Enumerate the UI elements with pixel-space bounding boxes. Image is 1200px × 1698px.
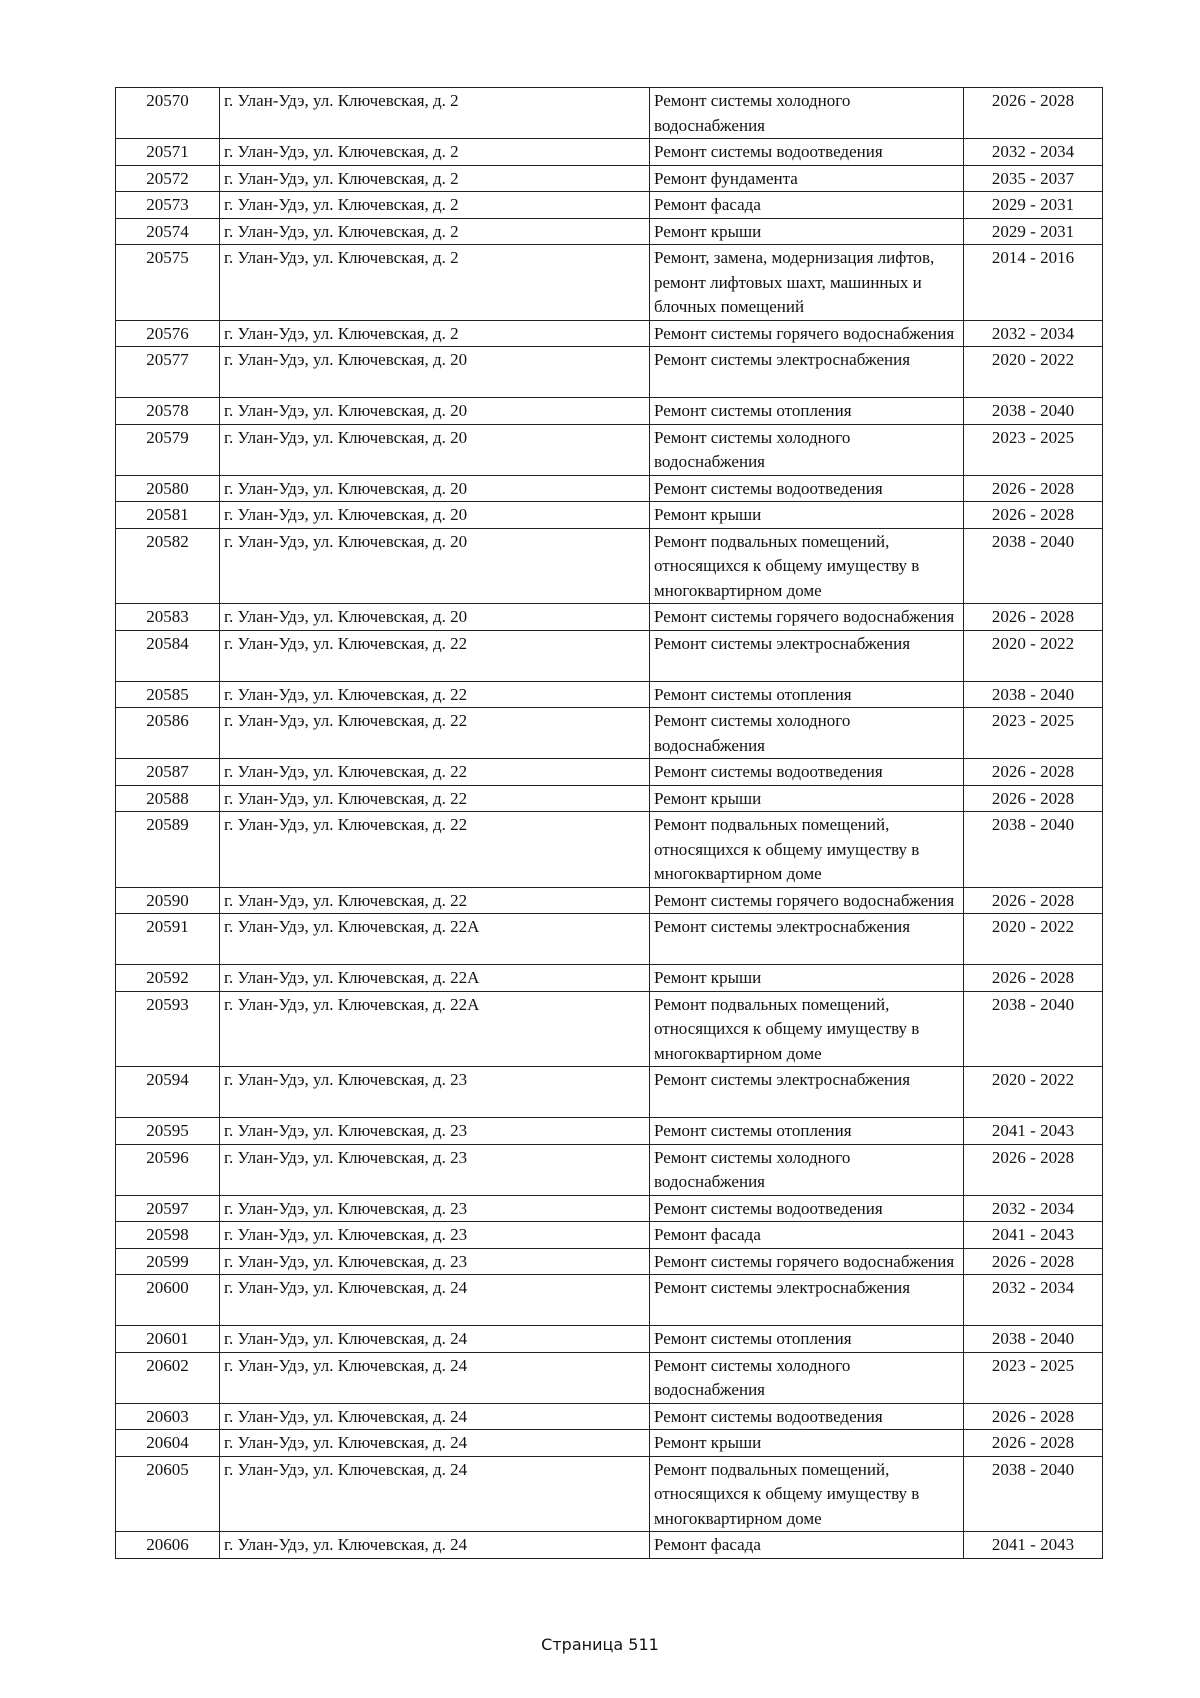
row-address: г. Улан-Удэ, ул. Ключевская, д. 2 <box>220 192 650 219</box>
row-period: 2026 - 2028 <box>964 502 1103 529</box>
row-number: 20586 <box>116 708 220 759</box>
row-work-type: Ремонт системы электроснабжения <box>650 630 964 681</box>
table-row <box>116 1067 1103 1118</box>
row-number: 20605 <box>116 1456 220 1532</box>
row-address: г. Улан-Удэ, ул. Ключевская, д. 23 <box>220 1222 650 1249</box>
row-period: 2026 - 2028 <box>964 1144 1103 1195</box>
table-row <box>116 1532 1103 1559</box>
row-work-type: Ремонт крыши <box>650 965 964 992</box>
table-row <box>116 1144 1103 1195</box>
row-period: 2041 - 2043 <box>964 1222 1103 1249</box>
row-address: г. Улан-Удэ, ул. Ключевская, д. 22А <box>220 914 650 965</box>
row-work-type: Ремонт подвальных помещений, относящихся к общему имуществу в многоквартирном доме <box>650 1456 964 1532</box>
table-row <box>116 1326 1103 1353</box>
row-period: 2023 - 2025 <box>964 1352 1103 1403</box>
table-row <box>116 965 1103 992</box>
row-address: г. Улан-Удэ, ул. Ключевская, д. 20 <box>220 398 650 425</box>
row-number: 20595 <box>116 1118 220 1145</box>
row-number: 20594 <box>116 1067 220 1118</box>
table-row <box>116 759 1103 786</box>
table-row <box>116 320 1103 347</box>
row-number: 20602 <box>116 1352 220 1403</box>
table-row <box>116 502 1103 529</box>
row-work-type: Ремонт крыши <box>650 1430 964 1457</box>
row-period: 2026 - 2028 <box>964 1403 1103 1430</box>
row-address: г. Улан-Удэ, ул. Ключевская, д. 20 <box>220 502 650 529</box>
row-address: г. Улан-Удэ, ул. Ключевская, д. 22 <box>220 759 650 786</box>
row-work-type: Ремонт системы холодного водоснабжения <box>650 708 964 759</box>
table-row <box>116 1118 1103 1145</box>
row-period: 2026 - 2028 <box>964 604 1103 631</box>
row-address: г. Улан-Удэ, ул. Ключевская, д. 2 <box>220 88 650 139</box>
row-address: г. Улан-Удэ, ул. Ключевская, д. 22 <box>220 681 650 708</box>
table-row <box>116 1195 1103 1222</box>
row-address: г. Улан-Удэ, ул. Ключевская, д. 22 <box>220 708 650 759</box>
row-work-type: Ремонт системы электроснабжения <box>650 347 964 398</box>
row-number: 20588 <box>116 785 220 812</box>
repair-schedule-table <box>115 87 1103 1559</box>
row-number: 20606 <box>116 1532 220 1559</box>
row-number: 20578 <box>116 398 220 425</box>
row-number: 20579 <box>116 424 220 475</box>
row-work-type: Ремонт крыши <box>650 785 964 812</box>
row-work-type: Ремонт фундамента <box>650 165 964 192</box>
table-row <box>116 424 1103 475</box>
row-period: 2038 - 2040 <box>964 681 1103 708</box>
table-row <box>116 1248 1103 1275</box>
row-number: 20574 <box>116 218 220 245</box>
table-row <box>116 1403 1103 1430</box>
row-period: 2026 - 2028 <box>964 887 1103 914</box>
table-row <box>116 139 1103 166</box>
row-work-type: Ремонт фасада <box>650 1532 964 1559</box>
row-number: 20581 <box>116 502 220 529</box>
row-number: 20577 <box>116 347 220 398</box>
row-work-type: Ремонт системы холодного водоснабжения <box>650 1144 964 1195</box>
row-number: 20580 <box>116 475 220 502</box>
row-address: г. Улан-Удэ, ул. Ключевская, д. 23 <box>220 1195 650 1222</box>
row-address: г. Улан-Удэ, ул. Ключевская, д. 24 <box>220 1403 650 1430</box>
row-work-type: Ремонт системы водоотведения <box>650 475 964 502</box>
row-work-type: Ремонт системы электроснабжения <box>650 1067 964 1118</box>
row-number: 20600 <box>116 1275 220 1326</box>
table-row <box>116 347 1103 398</box>
row-address: г. Улан-Удэ, ул. Ключевская, д. 20 <box>220 528 650 604</box>
table-row <box>116 1275 1103 1326</box>
row-address: г. Улан-Удэ, ул. Ключевская, д. 22 <box>220 785 650 812</box>
row-period: 2026 - 2028 <box>964 1248 1103 1275</box>
row-work-type: Ремонт системы водоотведения <box>650 1195 964 1222</box>
table-row <box>116 218 1103 245</box>
row-work-type: Ремонт системы водоотведения <box>650 759 964 786</box>
row-address: г. Улан-Удэ, ул. Ключевская, д. 20 <box>220 424 650 475</box>
row-period: 2038 - 2040 <box>964 1326 1103 1353</box>
row-address: г. Улан-Удэ, ул. Ключевская, д. 23 <box>220 1067 650 1118</box>
row-number: 20599 <box>116 1248 220 1275</box>
row-address: г. Улан-Удэ, ул. Ключевская, д. 24 <box>220 1532 650 1559</box>
row-work-type: Ремонт подвальных помещений, относящихся к общему имуществу в многоквартирном доме <box>650 528 964 604</box>
row-work-type: Ремонт системы отопления <box>650 1326 964 1353</box>
row-address: г. Улан-Удэ, ул. Ключевская, д. 24 <box>220 1326 650 1353</box>
table-row <box>116 192 1103 219</box>
table-row <box>116 88 1103 139</box>
row-work-type: Ремонт системы горячего водоснабжения <box>650 604 964 631</box>
row-period: 2020 - 2022 <box>964 914 1103 965</box>
row-period: 2038 - 2040 <box>964 991 1103 1067</box>
row-number: 20591 <box>116 914 220 965</box>
table-row <box>116 812 1103 888</box>
row-number: 20589 <box>116 812 220 888</box>
row-address: г. Улан-Удэ, ул. Ключевская, д. 22А <box>220 991 650 1067</box>
row-number: 20604 <box>116 1430 220 1457</box>
row-period: 2023 - 2025 <box>964 708 1103 759</box>
table-row <box>116 708 1103 759</box>
row-period: 2032 - 2034 <box>964 1275 1103 1326</box>
row-address: г. Улан-Удэ, ул. Ключевская, д. 22 <box>220 630 650 681</box>
row-work-type: Ремонт системы водоотведения <box>650 1403 964 1430</box>
row-period: 2020 - 2022 <box>964 630 1103 681</box>
row-address: г. Улан-Удэ, ул. Ключевская, д. 20 <box>220 475 650 502</box>
row-period: 2020 - 2022 <box>964 1067 1103 1118</box>
row-work-type: Ремонт, замена, модернизация лифтов, ремонт лифтовых шахт, машинных и блочных помещений <box>650 245 964 321</box>
row-address: г. Улан-Удэ, ул. Ключевская, д. 24 <box>220 1352 650 1403</box>
table-row <box>116 1352 1103 1403</box>
row-address: г. Улан-Удэ, ул. Ключевская, д. 23 <box>220 1248 650 1275</box>
row-number: 20576 <box>116 320 220 347</box>
row-address: г. Улан-Удэ, ул. Ключевская, д. 2 <box>220 320 650 347</box>
row-number: 20597 <box>116 1195 220 1222</box>
row-number: 20596 <box>116 1144 220 1195</box>
row-number: 20598 <box>116 1222 220 1249</box>
row-address: г. Улан-Удэ, ул. Ключевская, д. 2 <box>220 218 650 245</box>
table-row <box>116 887 1103 914</box>
table-row <box>116 914 1103 965</box>
row-number: 20572 <box>116 165 220 192</box>
row-address: г. Улан-Удэ, ул. Ключевская, д. 24 <box>220 1430 650 1457</box>
row-work-type: Ремонт крыши <box>650 502 964 529</box>
row-period: 2038 - 2040 <box>964 528 1103 604</box>
row-number: 20587 <box>116 759 220 786</box>
row-period: 2026 - 2028 <box>964 88 1103 139</box>
table-row <box>116 1222 1103 1249</box>
row-number: 20570 <box>116 88 220 139</box>
schedule-table-container <box>115 87 1102 1559</box>
row-address: г. Улан-Удэ, ул. Ключевская, д. 23 <box>220 1118 650 1145</box>
row-number: 20590 <box>116 887 220 914</box>
table-body <box>116 88 1103 1559</box>
row-period: 2020 - 2022 <box>964 347 1103 398</box>
table-row <box>116 398 1103 425</box>
row-address: г. Улан-Удэ, ул. Ключевская, д. 20 <box>220 347 650 398</box>
table-row <box>116 604 1103 631</box>
row-address: г. Улан-Удэ, ул. Ключевская, д. 22 <box>220 887 650 914</box>
row-period: 2014 - 2016 <box>964 245 1103 321</box>
row-period: 2032 - 2034 <box>964 1195 1103 1222</box>
row-number: 20603 <box>116 1403 220 1430</box>
row-number: 20601 <box>116 1326 220 1353</box>
row-period: 2026 - 2028 <box>964 759 1103 786</box>
row-work-type: Ремонт системы холодного водоснабжения <box>650 1352 964 1403</box>
row-period: 2035 - 2037 <box>964 165 1103 192</box>
row-address: г. Улан-Удэ, ул. Ключевская, д. 22А <box>220 965 650 992</box>
row-number: 20592 <box>116 965 220 992</box>
row-period: 2038 - 2040 <box>964 812 1103 888</box>
row-period: 2029 - 2031 <box>964 192 1103 219</box>
row-period: 2026 - 2028 <box>964 965 1103 992</box>
table-row <box>116 165 1103 192</box>
table-row <box>116 1430 1103 1457</box>
row-work-type: Ремонт системы отопления <box>650 1118 964 1145</box>
row-number: 20585 <box>116 681 220 708</box>
row-address: г. Улан-Удэ, ул. Ключевская, д. 20 <box>220 604 650 631</box>
row-work-type: Ремонт системы горячего водоснабжения <box>650 320 964 347</box>
row-number: 20583 <box>116 604 220 631</box>
row-address: г. Улан-Удэ, ул. Ключевская, д. 24 <box>220 1275 650 1326</box>
row-work-type: Ремонт системы водоотведения <box>650 139 964 166</box>
row-period: 2026 - 2028 <box>964 475 1103 502</box>
row-work-type: Ремонт подвальных помещений, относящихся к общему имуществу в многоквартирном доме <box>650 812 964 888</box>
table-row <box>116 245 1103 321</box>
row-period: 2041 - 2043 <box>964 1532 1103 1559</box>
row-period: 2038 - 2040 <box>964 398 1103 425</box>
row-period: 2032 - 2034 <box>964 320 1103 347</box>
row-work-type: Ремонт крыши <box>650 218 964 245</box>
row-work-type: Ремонт системы холодного водоснабжения <box>650 88 964 139</box>
row-work-type: Ремонт системы отопления <box>650 398 964 425</box>
row-work-type: Ремонт системы отопления <box>650 681 964 708</box>
row-period: 2032 - 2034 <box>964 139 1103 166</box>
row-work-type: Ремонт системы электроснабжения <box>650 1275 964 1326</box>
row-address: г. Улан-Удэ, ул. Ключевская, д. 23 <box>220 1144 650 1195</box>
row-work-type: Ремонт фасада <box>650 192 964 219</box>
row-period: 2038 - 2040 <box>964 1456 1103 1532</box>
row-period: 2041 - 2043 <box>964 1118 1103 1145</box>
table-row <box>116 1456 1103 1532</box>
row-work-type: Ремонт системы горячего водоснабжения <box>650 887 964 914</box>
row-work-type: Ремонт подвальных помещений, относящихся к общему имуществу в многоквартирном доме <box>650 991 964 1067</box>
row-address: г. Улан-Удэ, ул. Ключевская, д. 2 <box>220 165 650 192</box>
row-period: 2026 - 2028 <box>964 785 1103 812</box>
row-period: 2029 - 2031 <box>964 218 1103 245</box>
row-address: г. Улан-Удэ, ул. Ключевская, д. 24 <box>220 1456 650 1532</box>
row-number: 20593 <box>116 991 220 1067</box>
row-number: 20575 <box>116 245 220 321</box>
table-row <box>116 681 1103 708</box>
page-number: Страница 511 <box>541 1635 659 1654</box>
row-work-type: Ремонт системы горячего водоснабжения <box>650 1248 964 1275</box>
row-address: г. Улан-Удэ, ул. Ключевская, д. 2 <box>220 139 650 166</box>
row-number: 20571 <box>116 139 220 166</box>
table-row <box>116 991 1103 1067</box>
table-row <box>116 528 1103 604</box>
row-work-type: Ремонт системы электроснабжения <box>650 914 964 965</box>
table-row <box>116 630 1103 681</box>
row-number: 20582 <box>116 528 220 604</box>
row-number: 20584 <box>116 630 220 681</box>
row-number: 20573 <box>116 192 220 219</box>
row-period: 2026 - 2028 <box>964 1430 1103 1457</box>
row-address: г. Улан-Удэ, ул. Ключевская, д. 2 <box>220 245 650 321</box>
row-period: 2023 - 2025 <box>964 424 1103 475</box>
table-row <box>116 785 1103 812</box>
row-work-type: Ремонт системы холодного водоснабжения <box>650 424 964 475</box>
row-work-type: Ремонт фасада <box>650 1222 964 1249</box>
table-row <box>116 475 1103 502</box>
row-address: г. Улан-Удэ, ул. Ключевская, д. 22 <box>220 812 650 888</box>
